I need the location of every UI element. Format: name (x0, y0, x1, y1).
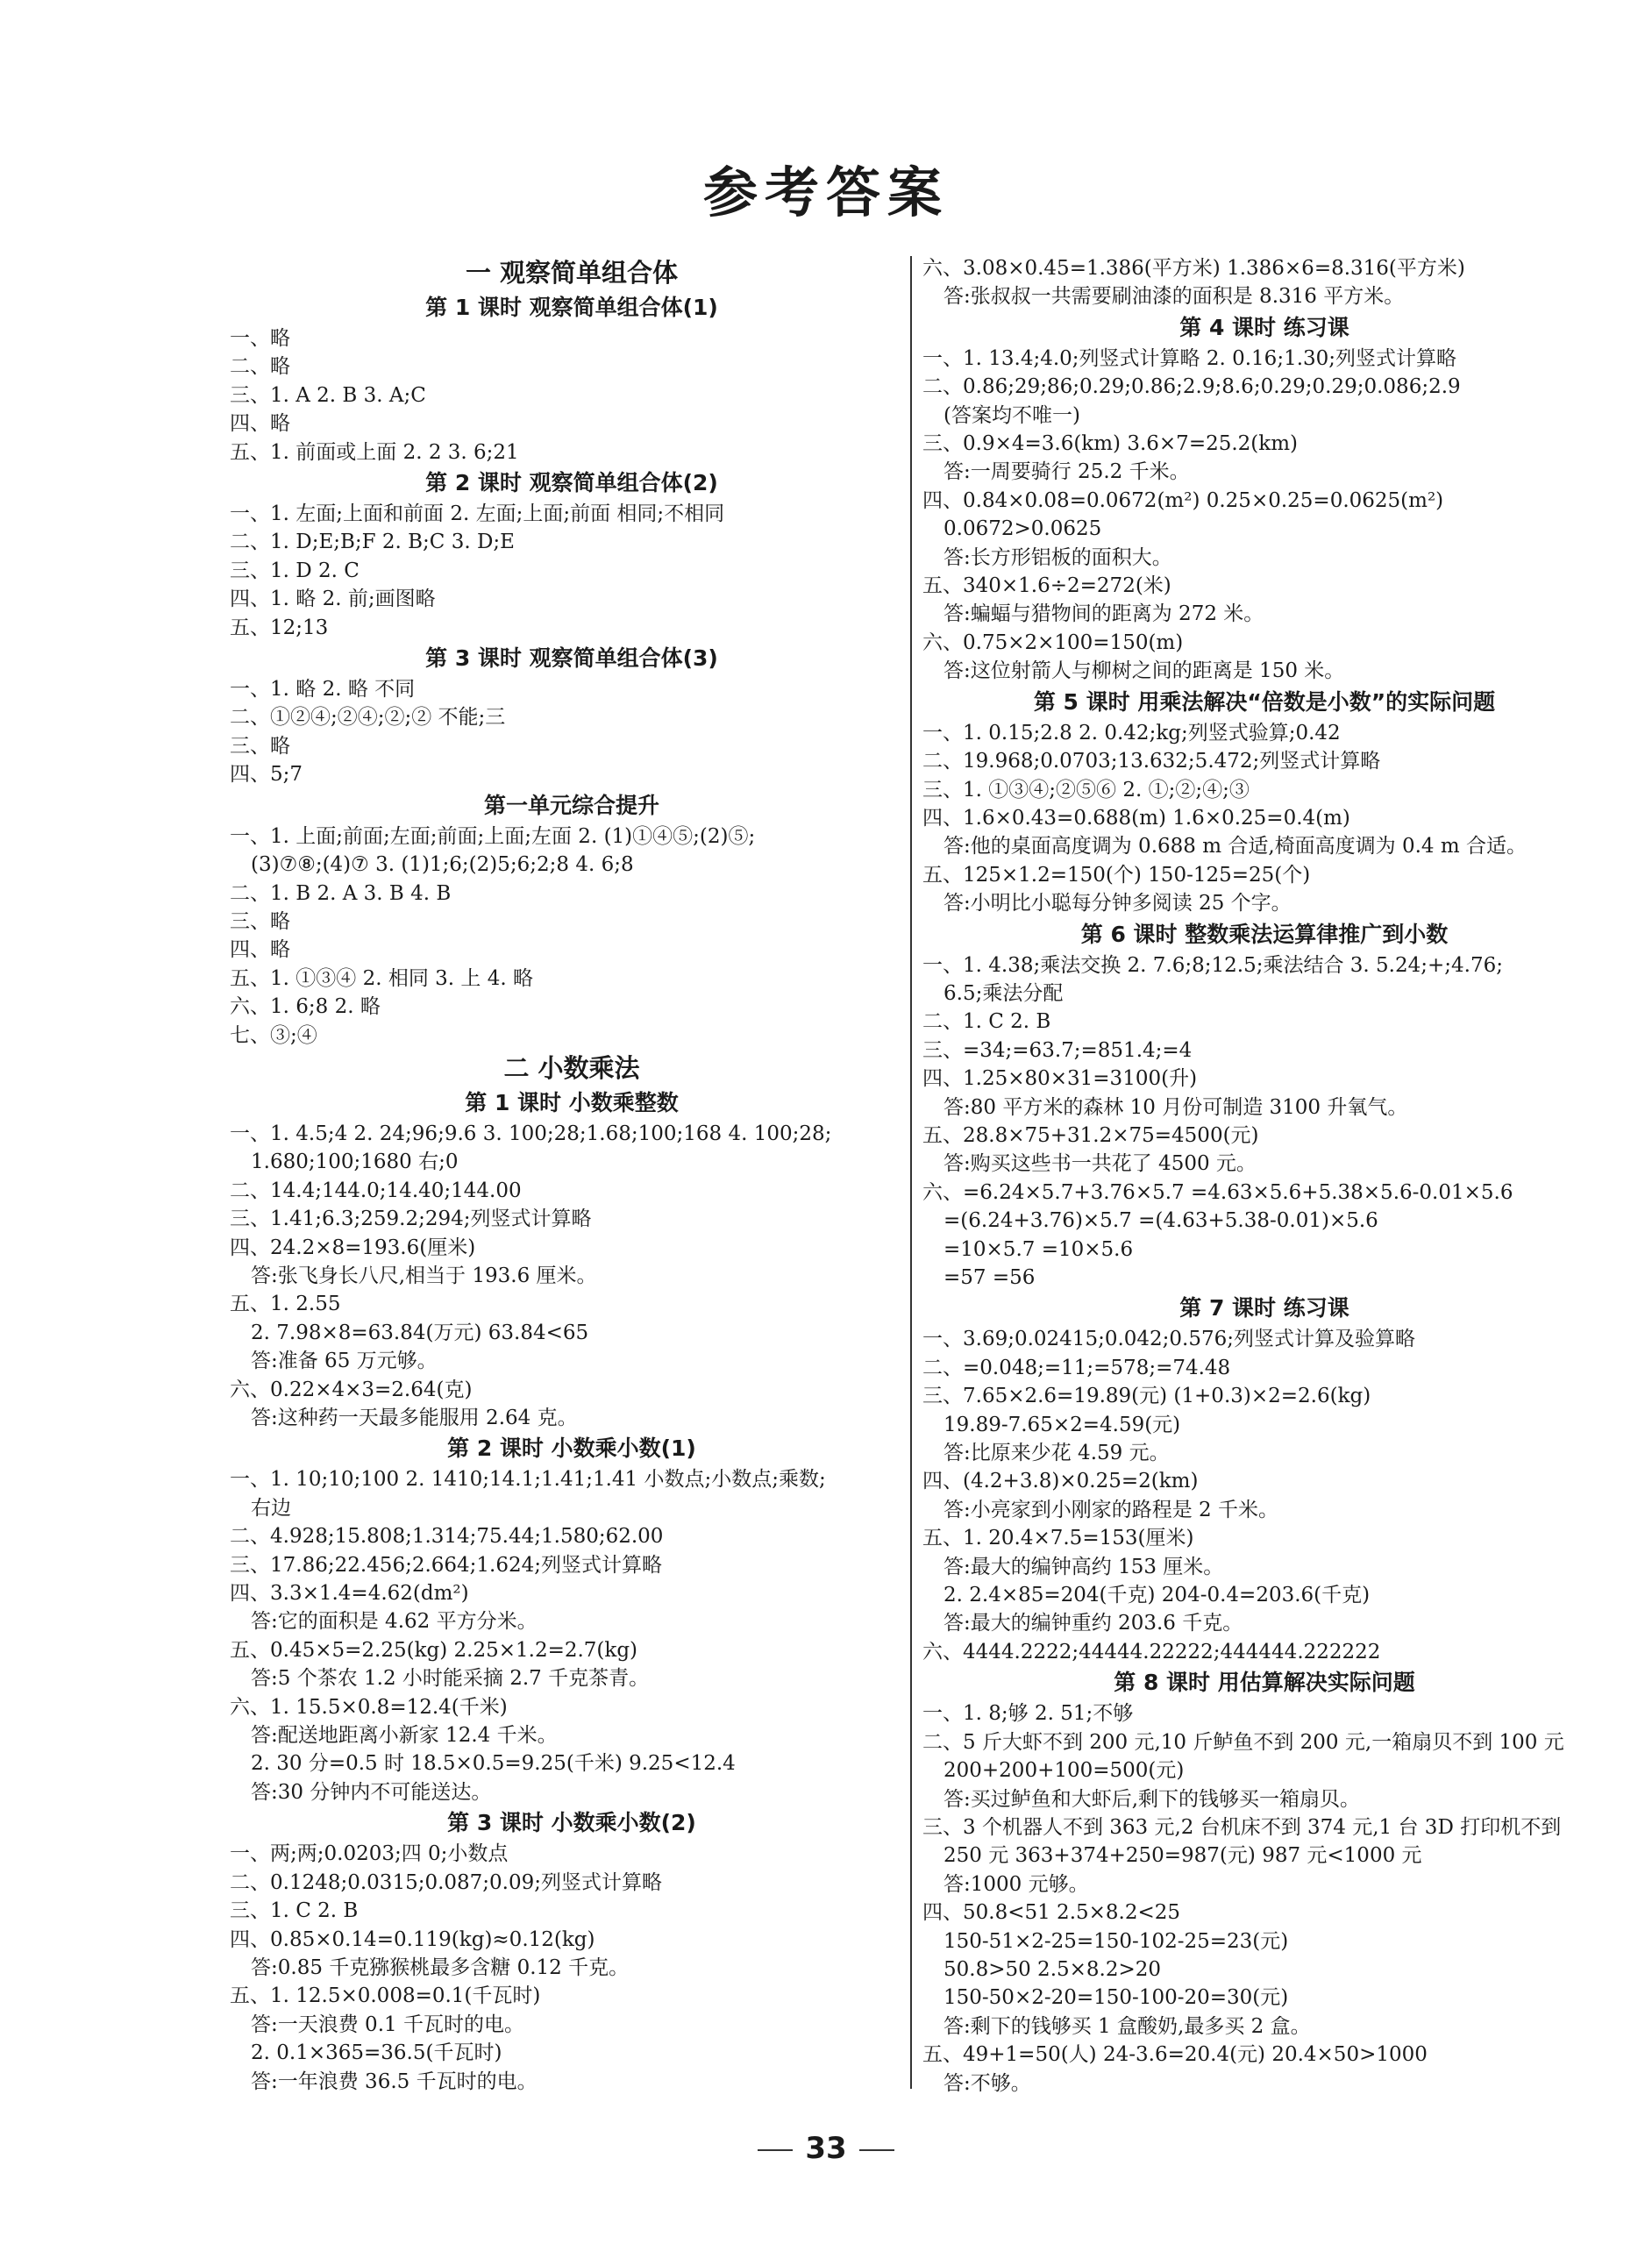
answer-line: 二、0.1248;0.0315;0.087;0.09;列竖式计算略 (230, 1870, 663, 1894)
answer-line: 一、1. 4.38;乘法交换 2. 7.6;8;12.5;乘法结合 3. 5.24;+;4.76; (922, 953, 1503, 977)
lesson-heading: 第 4 课时 练习课 (1179, 314, 1349, 340)
answer-line: 一、1. 8;够 2. 51;不够 (922, 1702, 1134, 1726)
answer-line: 四、略 (230, 412, 290, 436)
answer-line-indented: 0.0672>0.0625 (943, 517, 1102, 541)
answer-line: 三、0.9×4=3.6(km) 3.6×7=25.2(km) (922, 432, 1298, 456)
footer-dash (859, 2149, 894, 2151)
answer-line: 三、=34;=63.7;=851.4;=4 (922, 1038, 1193, 1062)
answer-line: 一、1. 10;10;100 2. 1410;14.1;1.41;1.41 小数点;小数点;乘数; (230, 1468, 826, 1492)
answer-line: 二、14.4;144.0;14.40;144.00 (230, 1179, 522, 1202)
answer-line-indented: 答:这位射箭人与柳树之间的距离是 150 米。 (943, 659, 1345, 683)
page-title: 参考答案 (702, 160, 949, 224)
answer-line: 四、1.25×80×31=3100(升) (922, 1067, 1198, 1091)
answer-line-indented: 答:这种药一天最多能服用 2.64 克。 (251, 1407, 578, 1429)
lesson-heading: 第一单元综合提升 (483, 792, 659, 818)
answer-line: 二、1. B 2. A 3. B 4. B (230, 881, 452, 905)
answer-line-indented: 200+200+100=500(元) (943, 1759, 1185, 1783)
answer-line-indented: 19.89-7.65×2=4.59(元) (943, 1413, 1181, 1436)
answer-line: 一、1. 左面;上面和前面 2. 左面;上面;前面 相同;不相同 (230, 502, 725, 526)
answer-line: 三、1. C 2. B (230, 1899, 359, 1923)
answer-column-right (922, 254, 1606, 2098)
answer-line: 一、1. 4.5;4 2. 24;96;9.6 3. 100;28;1.68;100;168 4. 100;28; (230, 1122, 832, 1145)
answer-line: 五、1. 12.5×0.008=0.1(千瓦时) (230, 1984, 541, 2008)
answer-line-indented: 50.8>50 2.5×8.2>20 (943, 1957, 1162, 1981)
answer-line-indented: 答:1000 元够。 (943, 1872, 1089, 1896)
answer-line: 二、略 (230, 355, 290, 379)
answer-line: 五、1. 20.4×7.5=153(厘米) (922, 1527, 1194, 1550)
answer-line: 四、24.2×8=193.6(厘米) (230, 1236, 476, 1259)
answer-line: 五、28.8×75+31.2×75=4500(元) (922, 1123, 1259, 1147)
answer-line-indented: (答案均不唯一) (943, 403, 1080, 427)
answer-line: 六、0.75×2×100=150(m) (922, 630, 1184, 654)
answer-line-indented: 答:配送地距离小新家 12.4 千米。 (251, 1724, 558, 1748)
answer-line: 四、(4.2+3.8)×0.25=2(km) (922, 1470, 1199, 1493)
answer-line: 一、1. 13.4;4.0;列竖式计算略 2. 0.16;1.30;列竖式计算略 (922, 346, 1457, 370)
answer-line: 三、1. D 2. C (230, 559, 360, 582)
page-footer (0, 2131, 1652, 2166)
answer-line: 五、12;13 (230, 616, 329, 639)
answer-line-indented: 答:最大的编钟高约 153 厘米。 (943, 1555, 1224, 1578)
answer-line-indented: 2. 2.4×85=204(千克) 204-0.4=203.6(千克) (943, 1584, 1371, 1607)
answer-line: 四、1. 略 2. 前;画图略 (230, 588, 436, 611)
answer-line: 一、3.69;0.02415;0.042;0.576;列竖式计算及验算略 (922, 1328, 1416, 1351)
answer-line: 五、340×1.6÷2=272(米) (922, 574, 1171, 598)
answer-line: 五、125×1.2=150(个) 150-125=25(个) (922, 863, 1311, 887)
answer-line: 二、4.928;15.808;1.314;75.44;1.580;62.00 (230, 1525, 664, 1549)
answer-line: 四、1.6×0.43=0.688(m) 1.6×0.25=0.4(m) (922, 806, 1350, 830)
answer-line: 一、1. 略 2. 略 不同 (230, 678, 416, 702)
answer-line-indented: 150-51×2-25=150-102-25=23(元) (943, 1929, 1289, 1953)
answer-line-indented: 答:比原来少花 4.59 元。 (943, 1442, 1170, 1465)
answer-line-indented: 答:5 个茶农 1.2 小时能采摘 2.7 千克茶青。 (251, 1667, 650, 1691)
answer-line-indented: 右边 (251, 1496, 291, 1520)
answer-line-indented: 答:80 平方米的森林 10 月份可制造 3100 升氧气。 (943, 1095, 1408, 1119)
answer-line: 四、3.3×1.4=4.62(dm²) (230, 1582, 469, 1606)
answer-line-indented: 250 元 363+374+250=987(元) 987 元<1000 元 (943, 1844, 1422, 1868)
answer-line: 六、=6.24×5.7+3.76×5.7 =4.63×5.6+5.38×5.6-0.01×5.6 (922, 1180, 1513, 1204)
answer-line-indented: 答:他的桌面高度调为 0.688 m 合适,椅面高度调为 0.4 m 合适。 (943, 835, 1527, 858)
answer-line-indented: 6.5;乘法分配 (943, 981, 1064, 1005)
answer-line: 三、略 (230, 734, 290, 758)
lesson-heading: 第 8 课时 用估算解决实际问题 (1114, 1670, 1415, 1696)
answer-line: 三、1. A 2. B 3. A;C (230, 383, 426, 407)
answer-line-indented: 150-50×2-20=150-100-20=30(元) (943, 1986, 1289, 2010)
answer-line: 五、1. ①③④ 2. 相同 3. 上 4. 略 (230, 966, 533, 990)
answer-line-indented: 答:蝙蝠与猎物间的距离为 272 米。 (943, 602, 1264, 626)
answer-line: 五、0.45×5=2.25(kg) 2.25×1.2=2.7(kg) (230, 1638, 638, 1662)
answer-line-indented: =(6.24+3.76)×5.7 =(4.63+5.38-0.01)×5.6 (943, 1209, 1378, 1233)
answer-line: 三、略 (230, 909, 290, 933)
answer-line: 二、5 斤大虾不到 200 元,10 斤鲈鱼不到 200 元,一箱扇贝不到 100 元 (922, 1730, 1564, 1754)
answer-line: 三、1. ①③④;②⑤⑥ 2. ①;②;④;③ (922, 778, 1250, 801)
lesson-heading: 第 6 课时 整数乘法运算律推广到小数 (1080, 921, 1449, 947)
answer-line: 二、19.968;0.0703;13.632;5.472;列竖式计算略 (922, 750, 1381, 773)
answer-line: 六、1. 6;8 2. 略 (230, 995, 381, 1019)
footer-dash (758, 2149, 793, 2151)
answer-line-indented: 答:小亮家到小刚家的路程是 2 千米。 (943, 1498, 1279, 1521)
answer-line: 七、③;④ (230, 1023, 317, 1047)
answer-line: 一、略 (230, 327, 290, 350)
lesson-heading: 第 3 课时 小数乘小数(2) (447, 1810, 696, 1836)
answer-line: 三、7.65×2.6=19.89(元) (1+0.3)×2=2.6(kg) (922, 1385, 1371, 1408)
answer-line-indented: 答:最大的编钟重约 203.6 千克。 (943, 1612, 1243, 1635)
answer-line-indented: 答:它的面积是 4.62 平方分米。 (251, 1610, 538, 1634)
answer-line-indented: 答:小明比小聪每分钟多阅读 25 个字。 (943, 892, 1292, 915)
lesson-heading: 第 2 课时 小数乘小数(1) (447, 1435, 696, 1462)
answer-line: 六、4444.2222;44444.22222;444444.222222 (922, 1640, 1381, 1663)
answer-line-indented: 答:购买这些书一共花了 4500 元。 (943, 1152, 1257, 1176)
answer-line-indented: 答:张飞身长八尺,相当于 193.6 厘米。 (251, 1264, 597, 1287)
answer-line: 四、5;7 (230, 763, 303, 787)
answer-line: 五、1. 2.55 (230, 1293, 341, 1316)
lesson-heading: 第 7 课时 练习课 (1179, 1295, 1349, 1321)
unit-heading: 一 观察简单组合体 (465, 258, 679, 288)
answer-line-indented: 答:长方形铝板的面积大。 (943, 545, 1172, 569)
answer-line: 三、17.86;22.456;2.664;1.624;列竖式计算略 (230, 1553, 663, 1577)
answer-line: 二、1. D;E;B;F 2. B;C 3. D;E (230, 531, 515, 554)
answer-line-indented: 答:一年浪费 36.5 千瓦时的电。 (251, 2069, 538, 2093)
answer-line-indented: 2. 0.1×365=36.5(千瓦时) (251, 2041, 502, 2065)
answer-line-indented: 2. 30 分=0.5 时 18.5×0.5=9.25(千米) 9.25<12.4 (251, 1752, 736, 1776)
lesson-heading: 第 1 课时 观察简单组合体(1) (425, 295, 718, 320)
answer-line-indented: 答:30 分钟内不可能送达。 (251, 1780, 492, 1804)
answer-line: 一、1. 上面;前面;左面;前面;上面;左面 2. (1)①④⑤;(2)⑤; (230, 824, 756, 848)
lesson-heading: 第 1 课时 小数乘整数 (465, 1089, 679, 1115)
answer-line: 四、50.8<51 2.5×8.2<25 (922, 1901, 1181, 1925)
column-divider (910, 256, 912, 2089)
lesson-heading: 第 2 课时 观察简单组合体(2) (425, 470, 718, 496)
answer-line: 二、1. C 2. B (922, 1010, 1051, 1034)
answer-line: 四、0.84×0.08=0.0672(m²) 0.25×0.25=0.0625(m²) (922, 488, 1444, 512)
answer-line-indented: 答:不够。 (943, 2071, 1031, 2095)
lesson-heading: 第 5 课时 用乘法解决“倍数是小数”的实际问题 (1033, 688, 1496, 715)
answer-line-indented: =57 =56 (943, 1266, 1036, 1289)
answer-line: 三、3 个机器人不到 363 元,2 台机床不到 374 元,1 台 3D 打印机不到 (922, 1815, 1562, 1839)
answer-line-indented: 2. 7.98×8=63.84(万元) 63.84<65 (251, 1321, 589, 1344)
answer-line: 一、1. 0.15;2.8 2. 0.42;kg;列竖式验算;0.42 (922, 721, 1341, 744)
answer-line-indented: 答:张叔叔一共需要刷油漆的面积是 8.316 平方米。 (943, 285, 1405, 309)
answer-line-indented: 1.680;100;1680 右;0 (251, 1150, 459, 1174)
answer-line: 三、1.41;6.3;259.2;294;列竖式计算略 (230, 1207, 592, 1231)
answer-line-indented: =10×5.7 =10×5.6 (943, 1237, 1134, 1261)
answer-line-indented: 答:一天浪费 0.1 千瓦时的电。 (251, 2012, 524, 2036)
answer-line: 六、1. 15.5×0.8=12.4(千米) (230, 1695, 508, 1719)
answer-line: 四、略 (230, 938, 290, 962)
answer-line-indented: (3)⑦⑧;(4)⑦ 3. (1)1;6;(2)5;6;2;8 4. 6;8 (251, 853, 634, 877)
answer-line: 二、①②④;②④;②;② 不能;三 (230, 706, 506, 730)
unit-heading: 二 小数乘法 (503, 1052, 640, 1083)
answer-line: 六、3.08×0.45=1.386(平方米) 1.386×6=8.316(平方米) (922, 257, 1465, 280)
answer-line: 一、两;两;0.0203;四 0;小数点 (230, 1842, 509, 1866)
answer-line-indented: 答:准备 65 万元够。 (251, 1350, 438, 1373)
answer-line-indented: 答:0.85 千克猕猴桃最多含糖 0.12 千克。 (251, 1955, 630, 1979)
answer-line-indented: 答:剩下的钱够买 1 盒酸奶,最多买 2 盒。 (943, 2014, 1311, 2038)
answer-line-indented: 答:一周要骑行 25.2 千米。 (943, 460, 1190, 484)
answer-line: 五、49+1=50(人) 24-3.6=20.4(元) 20.4×50>1000 (922, 2043, 1428, 2067)
answer-line: 二、=0.048;=11;=578;=74.48 (922, 1356, 1231, 1379)
answer-line: 四、0.85×0.14=0.119(kg)≈0.12(kg) (230, 1927, 595, 1951)
answer-line: 五、1. 前面或上面 2. 2 3. 6;21 (230, 440, 519, 464)
page-number: 33 (805, 2131, 847, 2166)
answer-line: 六、0.22×4×3=2.64(克) (230, 1378, 473, 1401)
answer-line: 二、0.86;29;86;0.29;0.86;2.9;8.6;0.29;0.29;0.086;2.9 (922, 375, 1461, 399)
lesson-heading: 第 3 课时 观察简单组合体(3) (425, 645, 718, 672)
answer-column-left (230, 254, 914, 2096)
answer-line-indented: 答:买过鲈鱼和大虾后,剩下的钱够买一箱扇贝。 (943, 1787, 1361, 1811)
